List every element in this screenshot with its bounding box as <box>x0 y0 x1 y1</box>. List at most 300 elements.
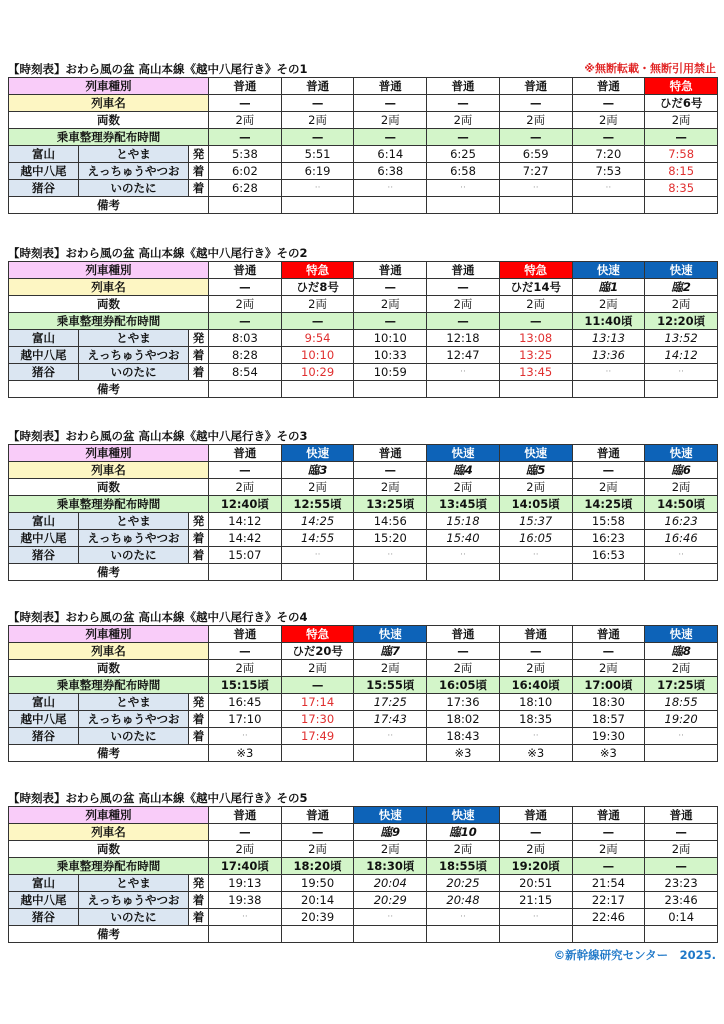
remarks-cell: ※3 <box>499 745 572 762</box>
time-cell: ·· <box>354 547 427 564</box>
train-name-cell: 臨10 <box>427 824 500 841</box>
train-name-cell: — <box>572 95 645 112</box>
time-cell: 14:12 <box>645 347 718 364</box>
row-station <box>9 146 718 163</box>
train-name-cell: — <box>499 824 572 841</box>
time-cell: ·· <box>572 180 645 197</box>
time-cell: 10:33 <box>354 347 427 364</box>
ticket-time-cell: — <box>354 129 427 146</box>
label-train-name: 列車名 <box>9 643 209 660</box>
station-kana: いのたに <box>79 728 189 745</box>
label-remarks: 備考 <box>9 926 209 943</box>
cars-cell: 2両 <box>354 479 427 496</box>
train-type-cell: 快速 <box>645 626 718 643</box>
time-cell: 5:38 <box>209 146 282 163</box>
row-cars <box>9 660 718 677</box>
label-cars: 両数 <box>9 296 209 313</box>
timetable-section-5 <box>8 791 718 943</box>
station-mark: 着 <box>189 728 209 745</box>
time-cell: 10:10 <box>354 330 427 347</box>
remarks-cell <box>427 381 500 398</box>
station-kanji: 猪谷 <box>9 364 79 381</box>
remarks-cell <box>209 564 282 581</box>
time-cell: 18:30 <box>572 694 645 711</box>
station-kanji: 越中八尾 <box>9 711 79 728</box>
timetable-table <box>8 625 718 762</box>
label-remarks: 備考 <box>9 197 209 214</box>
train-name-cell: — <box>209 824 282 841</box>
remarks-cell: ※3 <box>427 745 500 762</box>
cars-cell: 2両 <box>427 112 500 129</box>
ticket-time-cell: — <box>572 129 645 146</box>
label-cars: 両数 <box>9 841 209 858</box>
time-cell: ·· <box>645 547 718 564</box>
label-train-type: 列車種別 <box>9 445 209 462</box>
remarks-cell <box>354 381 427 398</box>
time-cell: 23:46 <box>645 892 718 909</box>
row-station <box>9 728 718 745</box>
ticket-time-cell: 17:00頃 <box>572 677 645 694</box>
train-type-cell: 普通 <box>354 445 427 462</box>
station-kana: えっちゅうやつお <box>79 163 189 180</box>
row-station <box>9 711 718 728</box>
time-cell: 17:36 <box>427 694 500 711</box>
time-cell: 15:18 <box>427 513 500 530</box>
remarks-cell <box>427 197 500 214</box>
train-name-cell: — <box>427 279 500 296</box>
station-mark: 発 <box>189 875 209 892</box>
time-cell: 22:46 <box>572 909 645 926</box>
remarks-cell <box>499 564 572 581</box>
cars-cell: 2両 <box>209 296 282 313</box>
ticket-time-cell: — <box>281 129 354 146</box>
time-cell: 7:58 <box>645 146 718 163</box>
row-station <box>9 892 718 909</box>
section-title: 【時刻表】おわら風の盆 高山本線《越中八尾行き》その2 <box>8 246 308 260</box>
row-station <box>9 330 718 347</box>
remarks-cell <box>499 197 572 214</box>
time-cell: 20:48 <box>427 892 500 909</box>
time-cell: 16:45 <box>209 694 282 711</box>
train-type-cell: 普通 <box>572 78 645 95</box>
remarks-cell <box>209 197 282 214</box>
time-cell: ·· <box>281 180 354 197</box>
time-cell: 21:54 <box>572 875 645 892</box>
row-station <box>9 180 718 197</box>
time-cell: 8:54 <box>209 364 282 381</box>
label-train-type: 列車種別 <box>9 78 209 95</box>
ticket-time-cell: 11:40頃 <box>572 313 645 330</box>
train-type-cell: 普通 <box>209 445 282 462</box>
cars-cell: 2両 <box>427 479 500 496</box>
remarks-cell <box>354 197 427 214</box>
train-name-cell: — <box>499 95 572 112</box>
cars-cell: 2両 <box>427 841 500 858</box>
time-cell: ·· <box>572 364 645 381</box>
train-name-cell: — <box>427 643 500 660</box>
station-mark: 着 <box>189 347 209 364</box>
time-cell: 7:20 <box>572 146 645 163</box>
row-station <box>9 909 718 926</box>
station-kanji: 越中八尾 <box>9 163 79 180</box>
train-type-cell: 快速 <box>645 445 718 462</box>
remarks-cell <box>354 926 427 943</box>
timetable-section-4 <box>8 610 718 762</box>
timetable-table <box>8 77 718 214</box>
row-train-name <box>9 95 718 112</box>
train-name-cell: 臨6 <box>645 462 718 479</box>
cars-cell: 2両 <box>209 841 282 858</box>
cars-cell: 2両 <box>572 479 645 496</box>
time-cell: 20:04 <box>354 875 427 892</box>
row-remarks <box>9 564 718 581</box>
station-kana: いのたに <box>79 364 189 381</box>
label-remarks: 備考 <box>9 381 209 398</box>
station-kanji: 越中八尾 <box>9 892 79 909</box>
ticket-time-cell: — <box>354 313 427 330</box>
time-cell: 13:13 <box>572 330 645 347</box>
cars-cell: 2両 <box>281 479 354 496</box>
cars-cell: 2両 <box>572 660 645 677</box>
ticket-time-cell: — <box>427 313 500 330</box>
time-cell: 18:35 <box>499 711 572 728</box>
station-mark: 着 <box>189 909 209 926</box>
train-name-cell: — <box>281 95 354 112</box>
time-cell: 19:20 <box>645 711 718 728</box>
train-name-cell: 臨7 <box>354 643 427 660</box>
time-cell: 17:10 <box>209 711 282 728</box>
time-cell: ·· <box>281 547 354 564</box>
station-mark: 着 <box>189 163 209 180</box>
cars-cell: 2両 <box>209 660 282 677</box>
time-cell: 10:29 <box>281 364 354 381</box>
ticket-time-cell: — <box>499 313 572 330</box>
train-type-cell: 快速 <box>427 807 500 824</box>
train-type-cell: 普通 <box>209 626 282 643</box>
time-cell: ·· <box>499 728 572 745</box>
time-cell: ·· <box>427 364 500 381</box>
time-cell: ·· <box>209 728 282 745</box>
remarks-cell <box>645 197 718 214</box>
row-remarks <box>9 745 718 762</box>
label-train-name: 列車名 <box>9 279 209 296</box>
time-cell: 6:58 <box>427 163 500 180</box>
row-cars <box>9 296 718 313</box>
time-cell: 13:36 <box>572 347 645 364</box>
time-cell: 10:59 <box>354 364 427 381</box>
train-name-cell: 臨9 <box>354 824 427 841</box>
train-type-cell: 特急 <box>499 262 572 279</box>
station-kana: いのたに <box>79 180 189 197</box>
time-cell: ·· <box>427 909 500 926</box>
ticket-time-cell: 12:40頃 <box>209 496 282 513</box>
cars-cell: 2両 <box>499 112 572 129</box>
station-kana: とやま <box>79 146 189 163</box>
time-cell: ·· <box>499 180 572 197</box>
cars-cell: 2両 <box>499 296 572 313</box>
station-mark: 発 <box>189 146 209 163</box>
station-mark: 着 <box>189 711 209 728</box>
train-type-cell: 快速 <box>427 445 500 462</box>
ticket-time-cell: 15:55頃 <box>354 677 427 694</box>
ticket-time-cell: 13:25頃 <box>354 496 427 513</box>
label-remarks: 備考 <box>9 745 209 762</box>
time-cell: 16:53 <box>572 547 645 564</box>
row-station <box>9 694 718 711</box>
train-type-cell: 快速 <box>354 807 427 824</box>
time-cell: 18:43 <box>427 728 500 745</box>
row-train-type <box>9 445 718 462</box>
station-mark: 発 <box>189 513 209 530</box>
time-cell: 8:28 <box>209 347 282 364</box>
cars-cell: 2両 <box>281 841 354 858</box>
ticket-time-cell: — <box>209 129 282 146</box>
label-train-name: 列車名 <box>9 95 209 112</box>
time-cell: 15:58 <box>572 513 645 530</box>
label-cars: 両数 <box>9 112 209 129</box>
section-title: 【時刻表】おわら風の盆 高山本線《越中八尾行き》その3 <box>8 429 308 443</box>
ticket-time-cell: 12:55頃 <box>281 496 354 513</box>
station-kana: えっちゅうやつお <box>79 711 189 728</box>
time-cell: 18:10 <box>499 694 572 711</box>
cars-cell: 2両 <box>354 841 427 858</box>
ticket-time-cell: — <box>645 858 718 875</box>
timetable-table <box>8 261 718 398</box>
train-name-cell: — <box>354 279 427 296</box>
row-cars <box>9 841 718 858</box>
train-type-cell: 普通 <box>499 78 572 95</box>
cars-cell: 2両 <box>209 479 282 496</box>
time-cell: 20:51 <box>499 875 572 892</box>
time-cell: 17:49 <box>281 728 354 745</box>
cars-cell: 2両 <box>427 660 500 677</box>
timetable-section-1 <box>8 62 718 214</box>
train-type-cell: 普通 <box>572 445 645 462</box>
ticket-time-cell: 17:40頃 <box>209 858 282 875</box>
ticket-time-cell: 14:25頃 <box>572 496 645 513</box>
ticket-time-cell: 15:15頃 <box>209 677 282 694</box>
label-cars: 両数 <box>9 660 209 677</box>
time-cell: 20:14 <box>281 892 354 909</box>
time-cell: ·· <box>499 547 572 564</box>
cars-cell: 2両 <box>427 296 500 313</box>
time-cell: 14:12 <box>209 513 282 530</box>
remarks-cell <box>645 745 718 762</box>
time-cell: 7:27 <box>499 163 572 180</box>
time-cell: 19:30 <box>572 728 645 745</box>
label-ticket-time: 乗車整理券配布時間 <box>9 677 209 694</box>
row-ticket-time <box>9 313 718 330</box>
row-ticket-time <box>9 677 718 694</box>
time-cell: ·· <box>645 364 718 381</box>
copyright-notice: ※無断転載・無断引用禁止 <box>584 62 716 75</box>
ticket-time-cell: — <box>281 313 354 330</box>
ticket-time-cell: 16:05頃 <box>427 677 500 694</box>
train-type-cell: 普通 <box>209 807 282 824</box>
timetable-section-2 <box>8 246 718 398</box>
time-cell: 22:17 <box>572 892 645 909</box>
train-type-cell: 快速 <box>354 626 427 643</box>
train-name-cell: — <box>499 643 572 660</box>
train-type-cell: 普通 <box>209 262 282 279</box>
ticket-time-cell: 17:25頃 <box>645 677 718 694</box>
time-cell: ·· <box>645 728 718 745</box>
time-cell: 13:25 <box>499 347 572 364</box>
station-kana: えっちゅうやつお <box>79 892 189 909</box>
train-type-cell: 普通 <box>645 807 718 824</box>
row-station <box>9 547 718 564</box>
row-train-type <box>9 262 718 279</box>
train-name-cell: — <box>281 824 354 841</box>
station-mark: 着 <box>189 364 209 381</box>
cars-cell: 2両 <box>645 479 718 496</box>
train-type-cell: 普通 <box>572 626 645 643</box>
remarks-cell: ※3 <box>572 745 645 762</box>
train-type-cell: 普通 <box>427 262 500 279</box>
row-ticket-time <box>9 858 718 875</box>
cars-cell: 2両 <box>281 112 354 129</box>
remarks-cell <box>281 745 354 762</box>
row-cars <box>9 112 718 129</box>
row-station <box>9 530 718 547</box>
station-kana: えっちゅうやつお <box>79 530 189 547</box>
remarks-cell <box>572 926 645 943</box>
station-kanji: 富山 <box>9 694 79 711</box>
station-kanji: 越中八尾 <box>9 530 79 547</box>
remarks-cell <box>281 381 354 398</box>
time-cell: 15:20 <box>354 530 427 547</box>
time-cell: 6:02 <box>209 163 282 180</box>
label-train-type: 列車種別 <box>9 807 209 824</box>
row-train-name <box>9 824 718 841</box>
label-ticket-time: 乗車整理券配布時間 <box>9 858 209 875</box>
time-cell: 18:57 <box>572 711 645 728</box>
row-remarks <box>9 197 718 214</box>
cars-cell: 2両 <box>281 660 354 677</box>
time-cell: 18:02 <box>427 711 500 728</box>
time-cell: 14:42 <box>209 530 282 547</box>
time-cell: 15:37 <box>499 513 572 530</box>
train-type-cell: 特急 <box>281 262 354 279</box>
train-name-cell: — <box>209 279 282 296</box>
time-cell: 13:45 <box>499 364 572 381</box>
time-cell: 10:10 <box>281 347 354 364</box>
time-cell: 17:43 <box>354 711 427 728</box>
train-type-cell: 普通 <box>281 807 354 824</box>
train-name-cell: — <box>427 95 500 112</box>
station-kanji: 富山 <box>9 330 79 347</box>
train-name-cell: ひだ8号 <box>281 279 354 296</box>
cars-cell: 2両 <box>354 296 427 313</box>
row-ticket-time <box>9 496 718 513</box>
time-cell: ·· <box>354 909 427 926</box>
remarks-cell <box>209 381 282 398</box>
label-train-type: 列車種別 <box>9 626 209 643</box>
ticket-time-cell: — <box>209 313 282 330</box>
label-remarks: 備考 <box>9 564 209 581</box>
remarks-cell <box>645 926 718 943</box>
train-type-cell: 普通 <box>354 262 427 279</box>
train-name-cell: — <box>354 462 427 479</box>
ticket-time-cell: — <box>427 129 500 146</box>
remarks-cell <box>427 564 500 581</box>
time-cell: 6:14 <box>354 146 427 163</box>
train-type-cell: 快速 <box>572 262 645 279</box>
train-type-cell: 普通 <box>427 78 500 95</box>
row-remarks <box>9 381 718 398</box>
train-name-cell: ひだ14号 <box>499 279 572 296</box>
time-cell: 23:23 <box>645 875 718 892</box>
remarks-cell <box>572 564 645 581</box>
station-kana: いのたに <box>79 909 189 926</box>
time-cell: 12:18 <box>427 330 500 347</box>
cars-cell: 2両 <box>645 296 718 313</box>
station-kanji: 富山 <box>9 513 79 530</box>
train-name-cell: 臨5 <box>499 462 572 479</box>
section-title: 【時刻表】おわら風の盆 高山本線《越中八尾行き》その5 <box>8 791 308 805</box>
station-kanji: 猪谷 <box>9 728 79 745</box>
time-cell: 15:40 <box>427 530 500 547</box>
cars-cell: 2両 <box>645 112 718 129</box>
station-kana: とやま <box>79 694 189 711</box>
row-remarks <box>9 926 718 943</box>
train-name-cell: ひだ6号 <box>645 95 718 112</box>
time-cell: 12:47 <box>427 347 500 364</box>
time-cell: 6:25 <box>427 146 500 163</box>
station-kanji: 猪谷 <box>9 909 79 926</box>
station-mark: 発 <box>189 330 209 347</box>
cars-cell: 2両 <box>354 660 427 677</box>
time-cell: 5:51 <box>281 146 354 163</box>
cars-cell: 2両 <box>645 660 718 677</box>
remarks-cell <box>281 564 354 581</box>
time-cell: 18:55 <box>645 694 718 711</box>
row-train-type <box>9 626 718 643</box>
time-cell: 16:05 <box>499 530 572 547</box>
cars-cell: 2両 <box>499 841 572 858</box>
cars-cell: 2両 <box>572 296 645 313</box>
time-cell: 6:38 <box>354 163 427 180</box>
label-cars: 両数 <box>9 479 209 496</box>
ticket-time-cell: 18:30頃 <box>354 858 427 875</box>
station-mark: 着 <box>189 547 209 564</box>
train-type-cell: 快速 <box>645 262 718 279</box>
remarks-cell <box>499 926 572 943</box>
remarks-cell: ※3 <box>209 745 282 762</box>
footer-credit: ©新幹線研究センター 2025. <box>553 948 716 962</box>
train-type-cell: 普通 <box>499 626 572 643</box>
time-cell: 21:15 <box>499 892 572 909</box>
train-name-cell: 臨3 <box>281 462 354 479</box>
train-name-cell: — <box>645 824 718 841</box>
row-station <box>9 347 718 364</box>
train-name-cell: — <box>209 462 282 479</box>
time-cell: 15:07 <box>209 547 282 564</box>
remarks-cell <box>572 197 645 214</box>
ticket-time-cell: — <box>572 858 645 875</box>
section-title: 【時刻表】おわら風の盆 高山本線《越中八尾行き》その1 <box>8 62 308 76</box>
train-type-cell: 普通 <box>499 807 572 824</box>
time-cell: 8:03 <box>209 330 282 347</box>
ticket-time-cell: 14:05頃 <box>499 496 572 513</box>
label-train-name: 列車名 <box>9 462 209 479</box>
ticket-time-cell: 18:55頃 <box>427 858 500 875</box>
train-type-cell: 普通 <box>209 78 282 95</box>
time-cell: 9:54 <box>281 330 354 347</box>
row-station <box>9 364 718 381</box>
row-train-name <box>9 462 718 479</box>
ticket-time-cell: — <box>645 129 718 146</box>
